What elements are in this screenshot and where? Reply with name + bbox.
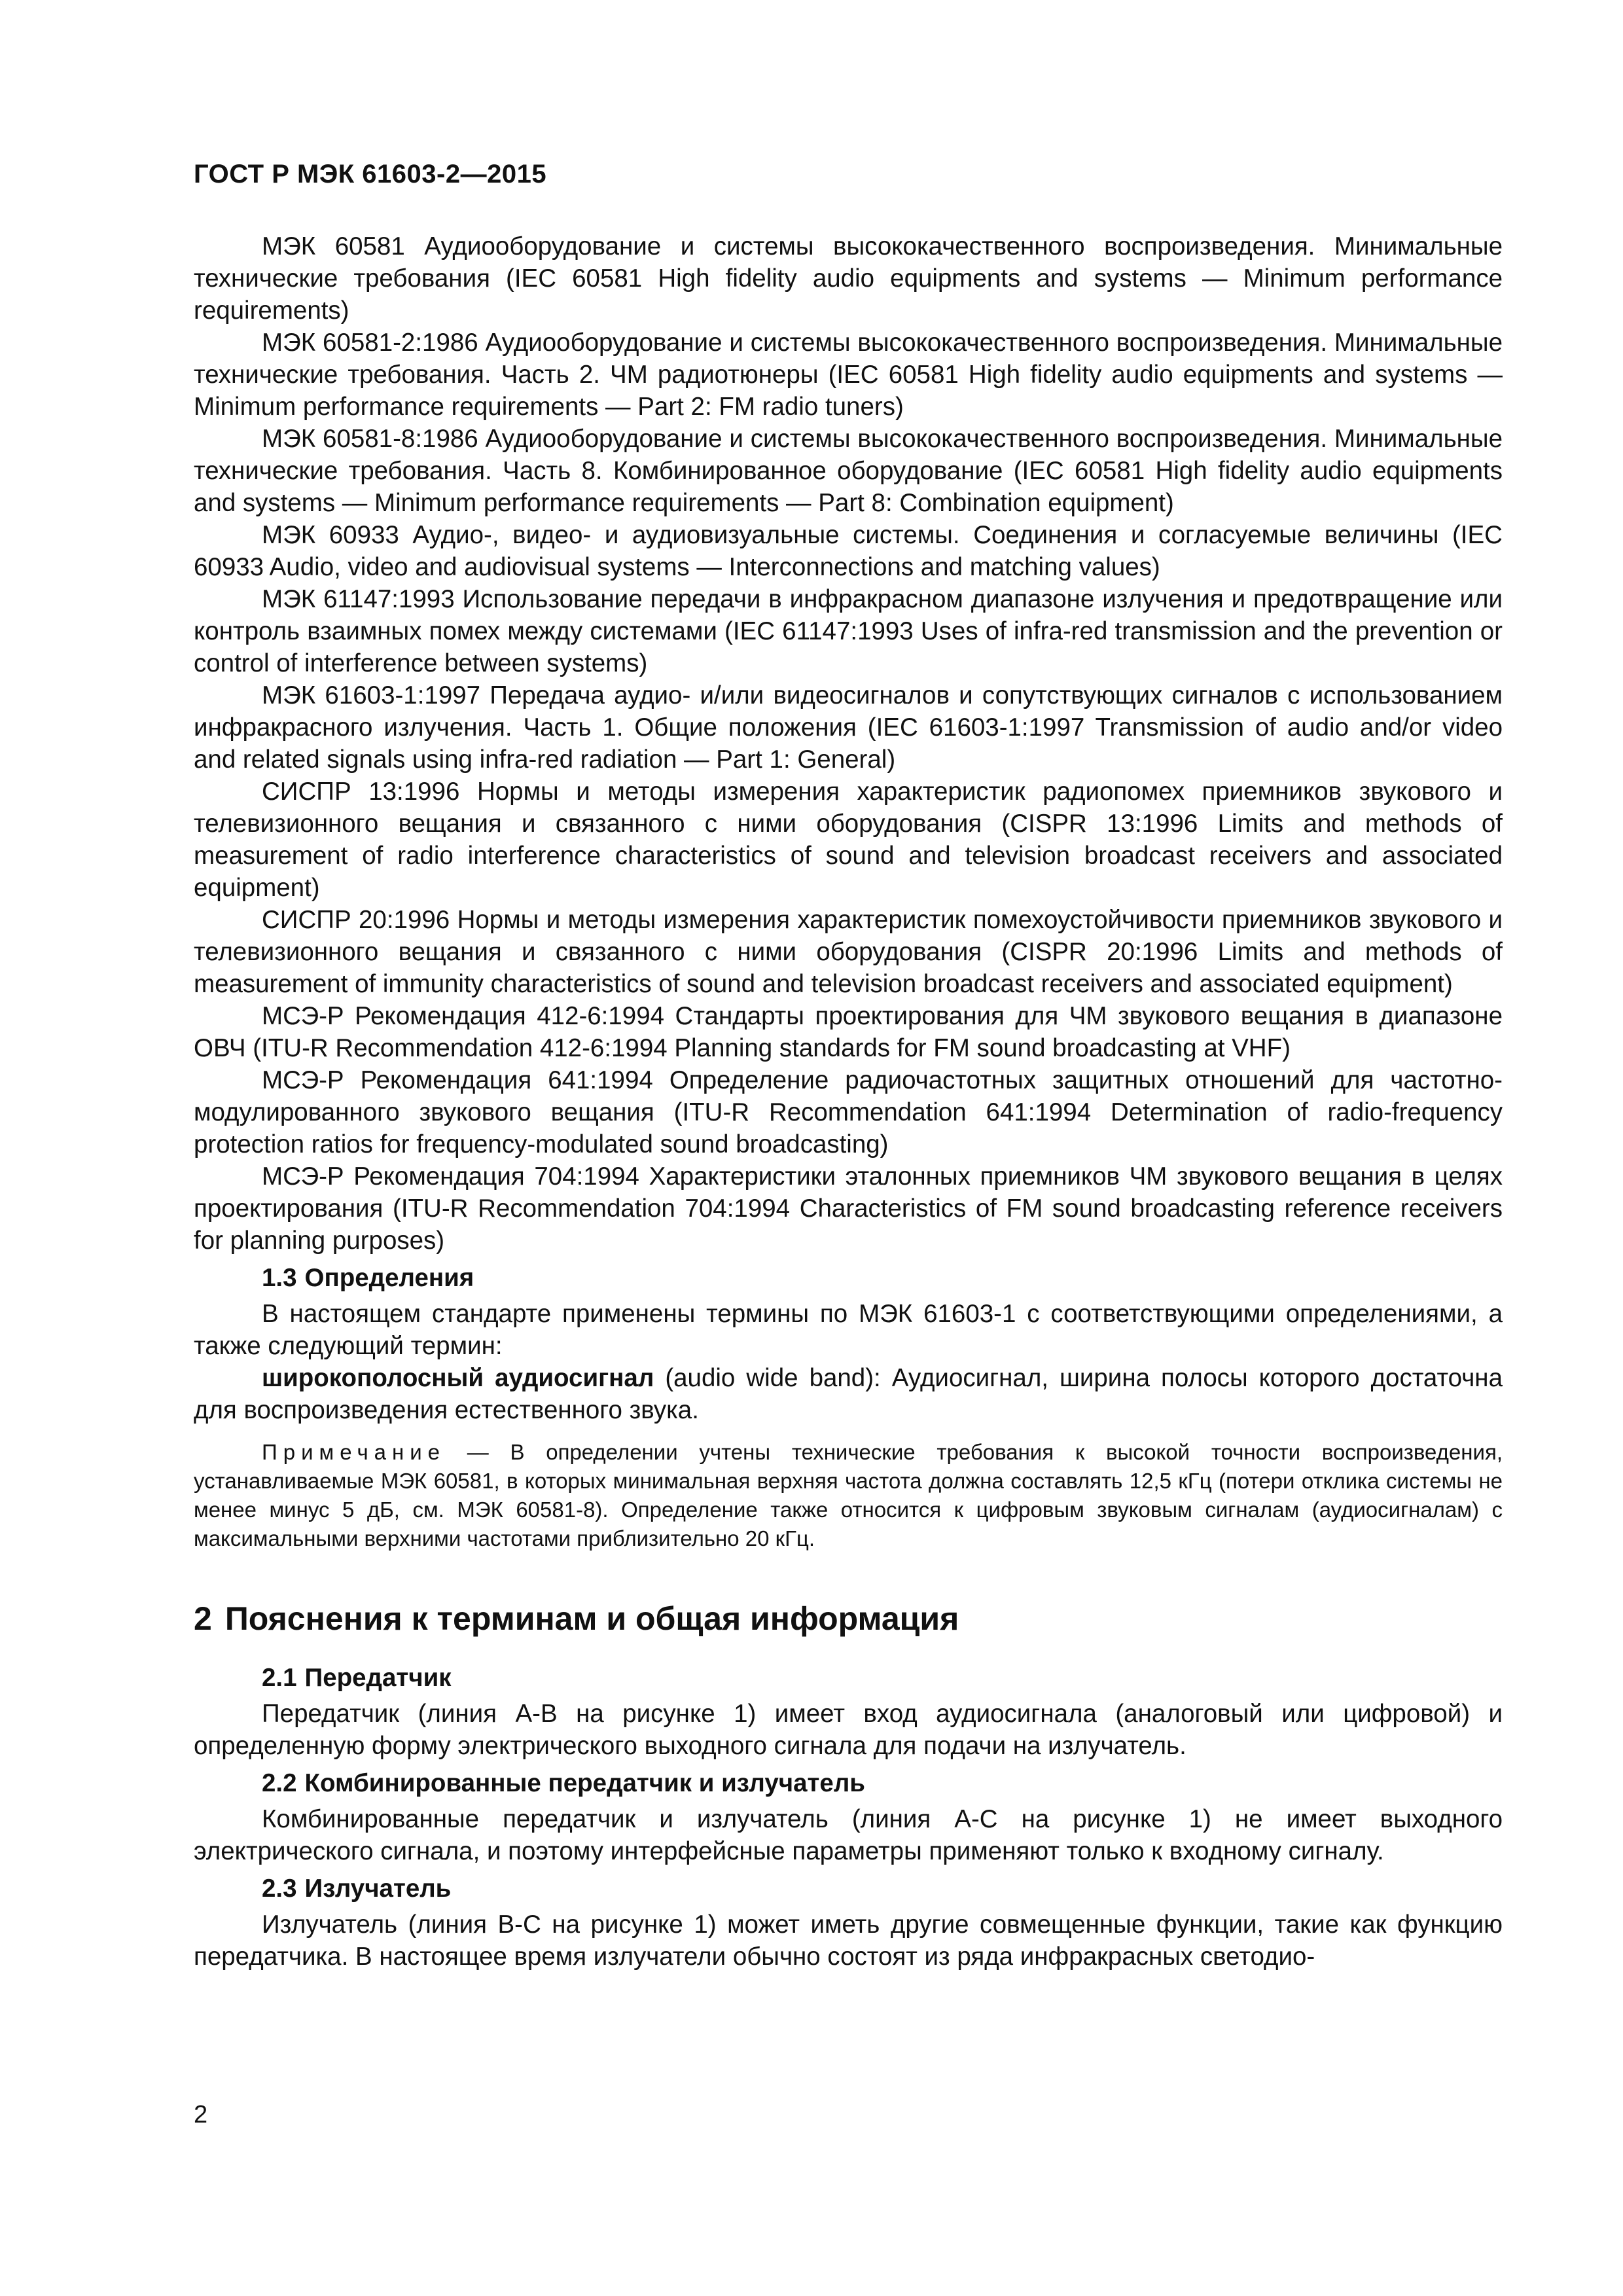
page-content (194, 230, 1503, 1973)
reference-item: МЭК 60581-8:1986 Аудиооборудование и системы высококачественного воспроизведения. Минимальные технические требования. Часть 8. Комбинированное оборудование (IEC 60581 High fidelity audio equipments and systems — Minimum performance requirements — Part 8: Combination equipment) (194, 425, 1503, 517)
term-definition-text: (audio wide band): Аудиосигнал, ширина полосы которого достаточна для воспроизведения естественного звука. (194, 1364, 1503, 1424)
section-number: 2.1 (262, 1664, 297, 1692)
reference-item: СИСПР 13:1996 Нормы и методы измерения характеристик радиопомех приемников звукового и телевизионного вещания и связанного с ними оборудования (CISPR 13:1996 Limits and methods of measurement of radio interference characteristics of sound and television broadcast receivers and associated equipment) (194, 778, 1503, 902)
reference-item: СИСПР 20:1996 Нормы и методы измерения характеристик помехоустойчивости приемников звукового и телевизионного вещания и связанного с ними оборудования (CISPR 20:1996 Limits and methods of measurement of immunity characteristics of sound and television broadcast receivers and associated equipment) (194, 906, 1503, 998)
section-number: 2 (194, 1600, 212, 1637)
section-title: Комбинированные передатчик и излучатель (304, 1769, 865, 1797)
reference-item: МЭК 61603-1:1997 Передача аудио- и/или видеосигналов и сопутствующих сигналов с использованием инфракрасного излучения. Часть 1. Общие положения (IEC 61603-1:1997 Transmission of audio and/or video and related signals using infra-red radiation — Part 1: General) (194, 681, 1503, 774)
section-2-2-text: Комбинированные передатчик и излучатель (линия А-С на рисунке 1) не имеет выходного электрического сигнала, и поэтому интерфейсные параметры применяют только к входному сигналу. (194, 1805, 1503, 1865)
section-title: Передатчик (304, 1664, 452, 1692)
section-2-2-heading (194, 1767, 1503, 1799)
section-2-3-text: Излучатель (линия В-С на рисунке 1) может иметь другие совмещенные функции, такие как функцию передатчика. В настоящее время излучатели обычно состоят из ряда инфракрасных светодио- (194, 1910, 1503, 1971)
term-definition (194, 1362, 1503, 1426)
section-title: Излучатель (304, 1874, 452, 1903)
reference-item: МЭК 61147:1993 Использование передачи в инфракрасном диапазоне излучения и предотвращение или контроль взаимных помех между системами (IEC 61147:1993 Uses of infra-red transmission and the prevention or control of interference between systems) (194, 585, 1503, 677)
note (194, 1438, 1503, 1553)
section-title: Пояснения к терминам и общая информация (224, 1600, 959, 1637)
section-number: 2.3 (262, 1874, 297, 1903)
section-2-3-heading (194, 1873, 1503, 1905)
definitions-intro: В настоящем стандарте применены термины по МЭК 61603-1 с соответствующими определениями, а также следующий термин: (194, 1300, 1503, 1360)
reference-item: МЭК 60581-2:1986 Аудиооборудование и системы высококачественного воспроизведения. Минимальные технические требования. Часть 2. ЧМ радиотюнеры (IEC 60581 High fidelity audio equipments and systems — Minimum performance requirements — Part 2: FM radio tuners) (194, 329, 1503, 421)
page-header-doc-id: ГОСТ Р МЭК 61603-2—2015 (194, 160, 547, 188)
reference-item: МСЭ-Р Рекомендация 704:1994 Характеристики эталонных приемников ЧМ звукового вещания в целях проектирования (ITU-R Recommendation 704:1994 Characteristics of FM sound broadcasting reference receivers for planning purposes) (194, 1162, 1503, 1255)
defined-term: широкополосный аудиосигнал (262, 1364, 654, 1392)
reference-item: МСЭ-Р Рекомендация 412-6:1994 Стандарты проектирования для ЧМ звукового вещания в диапазоне ОВЧ (ITU-R Recommendation 412-6:1994 Planning standards for FM sound broadcasting at VHF) (194, 1002, 1503, 1062)
section-2-heading (194, 1599, 1503, 1638)
section-number: 1.3 (262, 1264, 297, 1292)
note-label: Примечание (262, 1440, 446, 1464)
reference-item: МЭК 60581 Аудиооборудование и системы высококачественного воспроизведения. Минимальные технические требования (IEC 60581 High fidelity audio equipments and systems — Minimum performance requirements) (194, 232, 1503, 325)
section-title: Определения (304, 1264, 474, 1292)
section-2-1-text: Передатчик (линия А-В на рисунке 1) имеет вход аудиосигнала (аналоговый или цифровой) и определенную форму электрического выходного сигнала для подачи на излучатель. (194, 1700, 1503, 1760)
reference-item: МЭК 60933 Аудио-, видео- и аудиовизуальные системы. Соединения и согласуемые величины (IEC 60933 Audio, video and audiovisual systems — Interconnections and matching values) (194, 521, 1503, 581)
page-number: 2 (194, 2101, 208, 2128)
note-text: — В определении учтены технические требования к высокой точности воспроизведения, устанавливаемые МЭК 60581, в которых минимальная верхняя частота должна составлять 12,5 кГц (потери отклика системы не менее минус 5 дБ, см. МЭК 60581-8). Определение также относится к цифровым звуковым сигналам (аудиосигналам) с максимальными верхними частотами приблизительно 20 кГц. (194, 1440, 1503, 1551)
reference-item: МСЭ-Р Рекомендация 641:1994 Определение радиочастотных защитных отношений для частотно-модулированного звукового вещания (ITU-R Recommendation 641:1994 Determination of radio-frequency protection ratios for frequency-modulated sound broadcasting) (194, 1066, 1503, 1158)
section-1-3-heading (194, 1262, 1503, 1294)
section-2-1-heading (194, 1662, 1503, 1694)
section-number: 2.2 (262, 1769, 297, 1797)
